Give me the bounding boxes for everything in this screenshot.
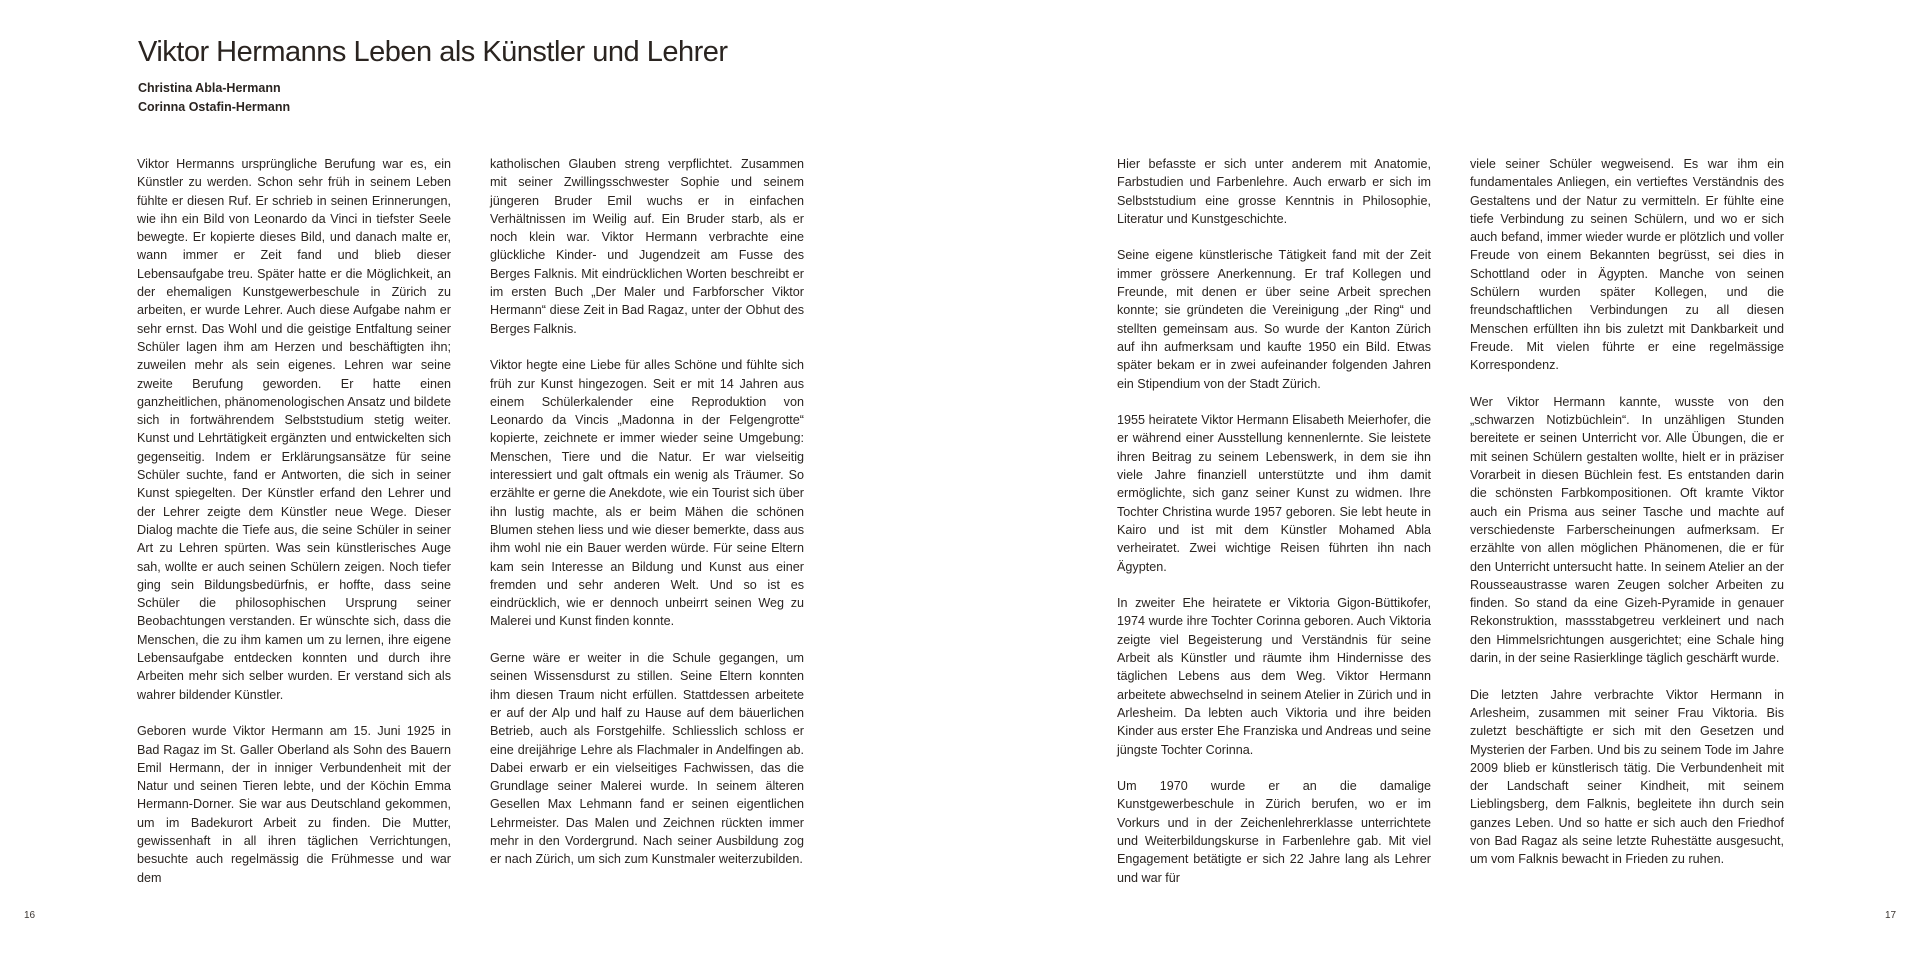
text-column-3 <box>1117 155 1431 887</box>
right-page <box>960 0 1920 960</box>
paragraph: Um 1970 wurde er an die damalige Kunstgewerbeschule in Zürich berufen, wo er im Vorkurs und in der Zeichenlehrerklasse unterrichtete und Weiterbildungskurse in Farbenlehre gab. Mit viel Engagement betätigte er sich 22 Jahre lang als Lehrer und war für <box>1117 779 1431 885</box>
paragraph: Hier befasste er sich unter anderem mit Anatomie, Farbstudien und Farbenlehre. Auch erwarb er sich im Selbststudium eine grosse Kenntnis in Philosophie, Literatur und Kunstgeschichte. <box>1117 157 1431 226</box>
paragraph: Gerne wäre er weiter in die Schule gegangen, um seinen Wissensdurst zu stillen. Seine Eltern konnten ihm diesen Traum nicht erfüllen. Stattdessen arbeitete er auf der Alp und half zu Hause auf dem bäuerlichen Betrieb, auch als Forstgehilfe. Schliesslich schloss er eine dreijährige Lehre als Flachmaler in Andelfingen ab. Dabei erwarb er ein vielseitiges Fachwissen, das die Grundlage seiner Malerei wurde. In seinem älteren Gesellen Max Lehmann fand er seinen eigentlichen Lehrmeister. Das Malen und Zeichnen rückten immer mehr in den Vordergrund. Nach seiner Ausbildung zog er nach Zürich, um sich zum Kunstmaler weiterzubilden. <box>490 651 804 867</box>
page-number-right: 17 <box>1885 910 1897 921</box>
text-column-2 <box>490 155 804 869</box>
page-number-left: 16 <box>24 910 36 921</box>
paragraph: Seine eigene künstlerische Tätigkeit fand mit der Zeit immer grössere Anerkennung. Er traf Kollegen und Freunde, mit denen er über seine Arbeit sprechen konnte; sie gründeten die Vereinigung „der Ring“ und stellten gemeinsam aus. So wurde der Kanton Zürich auf ihn aufmerksam und kaufte 1950 ein Bild. Etwas später bekam er in zwei aufeinander folgenden Jahren ein Stipendium von der Stadt Zürich. <box>1117 248 1431 391</box>
paragraph: Wer Viktor Hermann kannte, wusste von den „schwarzen Notizbüchlein“. In unzähligen Stunden bereitete er seinen Unterricht vor. Alle Übungen, die er mit seinen Schülern gestalten wollte, hielt er in präziser Vorarbeit in diesen Büchlein fest. Es entstanden darin die schönsten Farbkompositionen. Oft kramte Viktor auch ein Prisma aus seiner Tasche und machte auf verschiedenste Farberscheinungen aufmerksam. Er erzählte von allen möglichen Phänomenen, die er für den Unterricht untersucht hatte. In seinem Atelier an der Rousseaustrasse waren Zeugen solcher Arbeiten zu finden. So stand da eine Gizeh-Pyramide in genauer Rekonstruktion, massstabgetreu verkleinert und nach den Himmelsrichtungen ausgerichtet; eine Schale hing darin, in der seine Rasierklinge täglich geschärft wurde. <box>1470 394 1784 666</box>
paragraph: In zweiter Ehe heiratete er Viktoria Gigon-Büttikofer, 1974 wurde ihre Tochter Corinna geboren. Auch Viktoria zeigte viel Begeisterung und Verständnis für seine Arbeit als Künstler und räumte ihm Hindernisse des täglichen Lebens aus dem Weg. Viktor Hermann arbeitete abwechselnd in seinem Atelier in Zürich und in Arlesheim. Da lebten auch Viktoria und ihre beiden Kinder aus erster Ehe Franziska und Andreas und seine jüngste Tochter Corinna. <box>1117 596 1431 757</box>
paragraph: Viktor Hermanns ursprüngliche Berufung war es, ein Künstler zu werden. Schon sehr früh in seinem Leben fühlte er diesen Ruf. Er schrieb in seinen Erinnerungen, wie ihn ein Bild von Leonardo da Vinci in tiefster Seele bewegte. Er kopierte dieses Bild, und danach malte er, wann immer er Zeit fand und blieb dieser Lebensaufgabe treu. Später hatte er die Möglichkeit, an der ehemaligen Kunstgewerbeschule in Zürich zu arbeiten, er wurde Lehrer. Auch diese Aufgabe nahm er sehr ernst. Das Wohl und die geistige Entfaltung seiner Schüler lagen ihm am Herzen und beschäftigten ihn; zuweilen mehr als sein eigenes. Lehren war seine zweite Berufung geworden. Er hatte einen ganzheitlichen, phänomenologischen Ansatz und bildete sich in fortwährendem Selbststudium stetig weiter. Kunst und Lehrtätigkeit ergänzten und entwickelten sich gegenseitig. Indem er Erklärungsansätze für seine Schüler suchte, fand er Antworten, die sich in seiner Kunst spiegelten. Der Künstler erfand den Lehrer und der Lehrer zeigte dem Künstler neue Wege. Dieser Dialog machte die Tiefe aus, die seine Schüler in seiner Art zu Lehren spürten. Was sein künstlerisches Auge sah, wollte er auch seinen Schülern zeigen. Noch tiefer ging sein Bildungsbedürfnis, er hoffte, dass seine Schüler die philosophischen Ursprung seiner Beobachtungen verstanden. Er wünschte sich, dass die Menschen, die zu ihm kamen um zu lernen, ihre eigene Lebensaufgabe entdecken konnten und durch ihre Arbeiten mehr sich selber wurden. Er verstand sich als wahrer bildender Künstler. <box>137 157 451 702</box>
paragraph: katholischen Glauben streng verpflichtet. Zusammen mit seiner Zwillingsschwester Sophie und seinem jüngeren Bruder Emil wuchs er in einfachen Verhältnissen im Weilig auf. Ein Bruder starb, als er noch klein war. Viktor Hermann verbrachte eine glückliche Kinder- und Jugendzeit am Fusse des Berges Falknis. Mit eindrücklichen Worten beschreibt er im ersten Buch „Der Maler und Farbforscher Viktor Hermann“ diese Zeit in Bad Ragaz, unter der Obhut des Berges Falknis. <box>490 157 804 336</box>
article-title: Viktor Hermanns Leben als Künstler und Lehrer <box>138 36 728 68</box>
paragraph: Die letzten Jahre verbrachte Viktor Hermann in Arlesheim, zusammen mit seiner Frau Viktoria. Bis zuletzt beschäftigte er sich mit den Gesetzen und Mysterien der Farben. Und bis zu seinem Tode im Jahre 2009 blieb er künstlerisch tätig. Die Verbundenheit mit der Landschaft seiner Kindheit, mit seinem Lieblingsberg, dem Falknis, begleitete ihn durch sein ganzes Leben. Und so hatte er sich auch den Friedhof von Bad Ragaz als seine letzte Ruhestätte ausgesucht, um vom Falknis bewacht in Frieden zu ruhen. <box>1470 687 1784 867</box>
paragraph: Viktor hegte eine Liebe für alles Schöne und fühlte sich früh zur Kunst hingezogen. Seit er mit 14 Jahren aus einem Schülerkalender eine Reproduktion von Leonardo da Vincis „Madonna in der Felgengrotte“ kopierte, zeichnete er immer wieder seine Umgebung: Menschen, Tiere und die Natur. Er war vielseitig interessiert und galt oftmals ein wenig als Träumer. So erzählte er gerne die Anekdote, wie ein Tourist sich über ihn lustig machte, als er beim Mähen die schönen Blumen stehen liess und wie dieser bemerkte, dass aus ihm wohl nie ein Bauer werden würde. Für seine Eltern kam sein Interesse an Bildung und Kunst aus einer fremden und sehr anderen Welt. Und so ist es eindrücklich, wie er dennoch unbeirrt seinen Weg zu Malerei und Kunst finden konnte. <box>490 358 804 629</box>
text-column-4 <box>1470 155 1784 869</box>
author-name: Christina Abla-Hermann <box>138 81 281 95</box>
paragraph: 1955 heiratete Viktor Hermann Elisabeth Meierhofer, die er während einer Ausstellung kennenlernte. Sie leistete ihren Beitrag zu seinem Lebenswerk, in dem sie ihn viele Jahre finanziell unterstützte und ihm damit ermöglichte, sich ganz seiner Kunst zu widmen. Ihre Tochter Christina wurde 1957 geboren. Sie lebt heute in Kairo und ist mit dem Künstler Mohamed Abla verheiratet. Zwei wichtige Reisen führten ihn nach Ägypten. <box>1117 413 1431 574</box>
author-name: Corinna Ostafin-Hermann <box>138 100 291 114</box>
paragraph: Geboren wurde Viktor Hermann am 15. Juni 1925 in Bad Ragaz im St. Galler Oberland als Sohn des Bauern Emil Hermann, der in inniger Verbundenheit mit der Natur und seinen Tieren lebte, und der Köchin Emma Hermann-Dorner. Sie war aus Deutschland gekommen, um im Badekurort Arbeit zu finden. Die Mutter, gewissenhaft in all ihren täglichen Verrichtungen, besuchte auch regelmässig die Frühmesse und war dem <box>137 724 451 885</box>
paragraph: viele seiner Schüler wegweisend. Es war ihm ein fundamentales Anliegen, ein vertieftes Verständnis des Gestaltens und der Natur zu vermitteln. Er fühlte eine tiefe Verbindung zu seinen Schülern, und wo er sich auch befand, immer wieder wurde er plötzlich und voller Freude von einem Bekannten begrüsst, sei dies in Schottland oder in Ägypten. Manche von seinen Schülern wurden später Kollegen, und die freundschaftlichen Verbindungen zu all diesen Menschen erfüllten ihn bis zuletzt mit Dankbarkeit und Freude. Mit vielen führte er eine regelmässige Korrespondenz. <box>1470 157 1784 373</box>
author-list <box>138 79 290 117</box>
text-column-1 <box>137 155 451 887</box>
